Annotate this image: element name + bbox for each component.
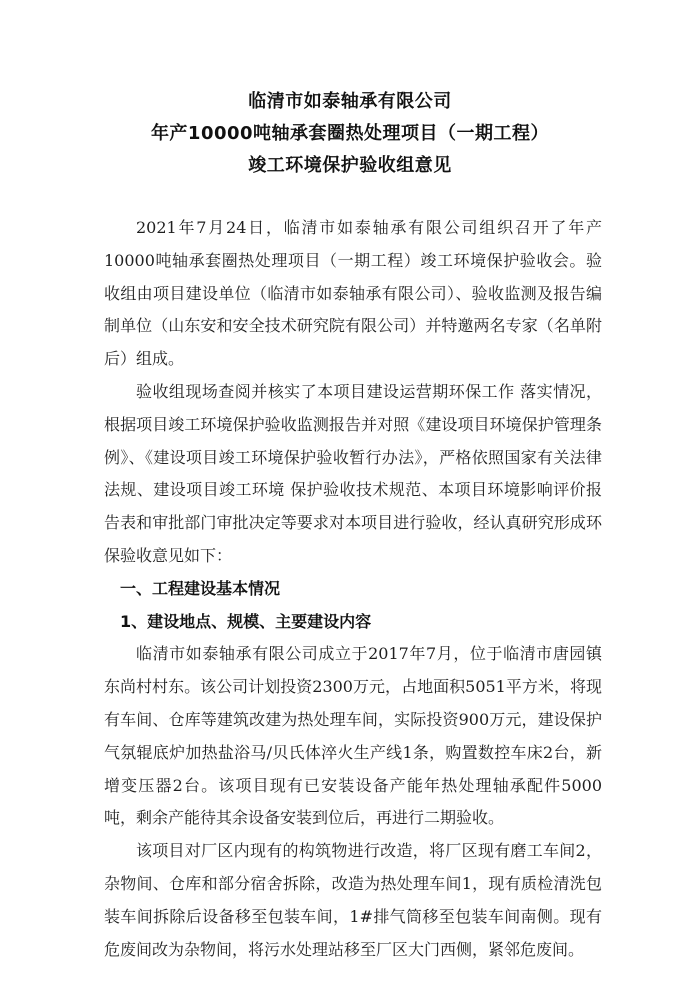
title-project: 年产10000吨轴承套圈热处理项目（一期工程） [150, 123, 550, 144]
document-body [104, 212, 602, 966]
title-company: 临清市如泰轴承有限公司 [248, 91, 452, 112]
section-heading: 一、工程建设基本情况 [120, 578, 281, 598]
title-opinion: 竣工环境保护验收组意见 [248, 155, 452, 176]
paragraph-verification: 验收组现场查阅并核实了本项目建设运营期环保工作 落实情况，根据项目竣工环境保护验收监测报告并对照《建设项目环境保护管理条例》、《建设项目竣工环境保护验收暂行办法》，严格依照国家有关法律法规、建设项目竣工环境 保护验收技术规范、本项目环境影响评价报告表和审批部门审批决定等要求对本项目进行验收，经认真研究形成环保验收意见如下： [104, 381, 602, 565]
paragraph-meeting: 2021年7月24日，临清市如泰轴承有限公司组织召开了年产10000吨轴承套圈热处理项目（一期工程）竣工环境保护验收会。验收组由项目建设单位（临清市如泰轴承有限公司）、验收监测及报告编制单位（山东安和安全技术研究院有限公司）并特邀两名专家（名单附后）组成。 [104, 218, 602, 369]
paragraph-renovation: 该项目对厂区内现有的构筑物进行改造，将厂区现有磨工车间2，杂物间、仓库和部分宿舍拆除，改造为热处理车间1，现有质检清洗包装车间拆除后设备移至包装车间，1#排气筒移至包装车间南侧。现有危废间改为杂物间，将污水处理站移至厂区大门西侧，紧邻危废间。 [104, 841, 602, 959]
paragraph-company-info: 临清市如泰轴承有限公司成立于2017年7月，位于临清市唐园镇东尚村村东。该公司计划投资2300万元，占地面积5051平方米，将现有车间、仓库等建筑改建为热处理车间，实际投资900万元，建设保护气氛辊底炉加热盐浴马/贝氏体淬火生产线1条，购置数控车床2台，新增变压器2台。该项目现有已安装设备产能年热处理轴承配件5000吨，剩余产能待其余设备安装到位后，再进行二期验收。 [104, 644, 602, 828]
subsection-heading: 1、建设地点、规模、主要建设内容 [120, 611, 372, 631]
document-title [0, 86, 700, 182]
